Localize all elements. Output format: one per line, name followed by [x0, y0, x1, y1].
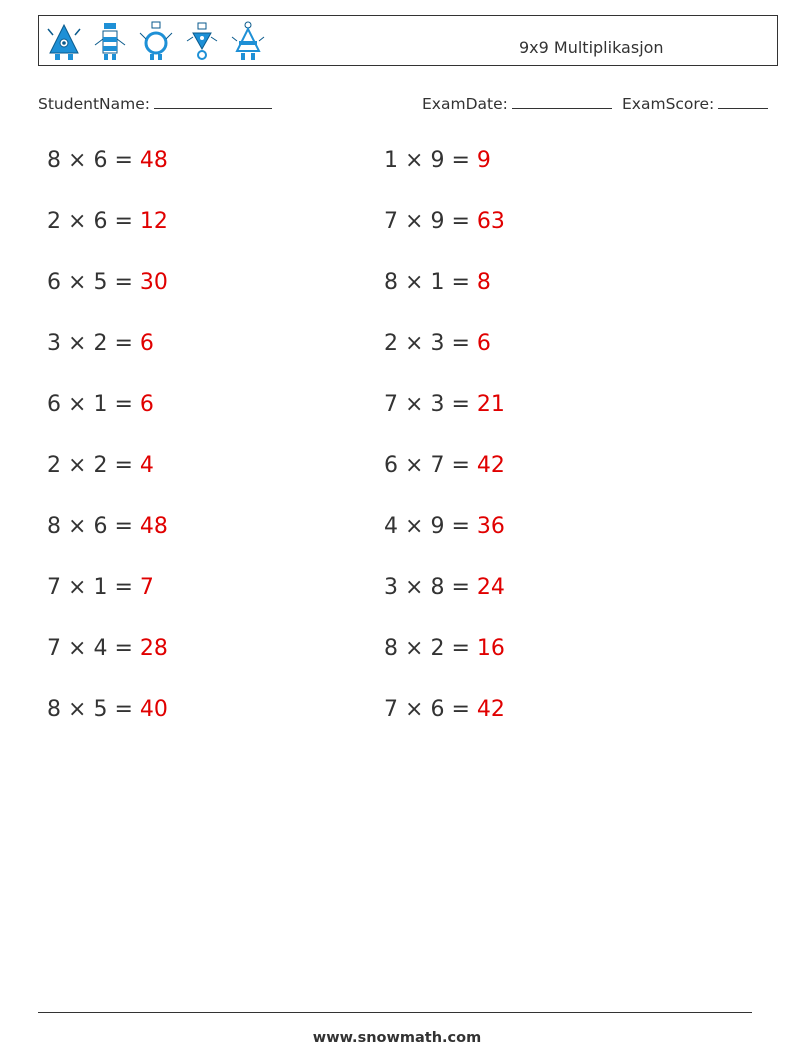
operand-a: 3: [47, 331, 61, 356]
operand-b: 5: [93, 270, 108, 295]
times-symbol: ×: [68, 148, 87, 173]
problem-right-4: [384, 331, 491, 356]
times-symbol: ×: [405, 148, 424, 173]
operand-b: 7: [430, 453, 445, 478]
robot-cone-icon: [229, 19, 267, 63]
times-symbol: ×: [405, 209, 424, 234]
problem-right-9: [384, 636, 505, 661]
problem-left-10: [47, 697, 168, 722]
times-symbol: ×: [405, 697, 424, 722]
student-name-field: [38, 94, 272, 113]
equals-symbol: =: [451, 575, 470, 600]
answer: 40: [139, 697, 168, 722]
answer: 24: [476, 575, 505, 600]
robot-circle-icon: [137, 19, 175, 63]
worksheet-title: 9x9 Multiplikasjon: [519, 38, 664, 57]
times-symbol: ×: [68, 636, 87, 661]
equals-symbol: =: [451, 392, 470, 417]
problem-left-7: [47, 514, 168, 539]
operand-b: 6: [93, 148, 108, 173]
problem-left-2: [47, 209, 168, 234]
times-symbol: ×: [68, 270, 87, 295]
problem-right-5: [384, 392, 505, 417]
problem-right-7: [384, 514, 505, 539]
robot-icons: [45, 19, 267, 63]
equals-symbol: =: [451, 636, 470, 661]
answer: 63: [476, 209, 505, 234]
operand-b: 3: [430, 331, 445, 356]
times-symbol: ×: [68, 514, 87, 539]
equals-symbol: =: [451, 209, 470, 234]
operand-a: 7: [47, 575, 61, 600]
operand-b: 3: [430, 392, 445, 417]
operand-b: 6: [93, 209, 108, 234]
operand-b: 6: [430, 697, 445, 722]
equals-symbol: =: [451, 453, 470, 478]
times-symbol: ×: [405, 636, 424, 661]
operand-a: 7: [384, 697, 398, 722]
answer: 7: [139, 575, 154, 600]
operand-a: 8: [47, 148, 61, 173]
times-symbol: ×: [68, 331, 87, 356]
robot-triangle-icon: [45, 19, 83, 63]
equals-symbol: =: [114, 453, 133, 478]
equals-symbol: =: [451, 270, 470, 295]
problem-right-6: [384, 453, 505, 478]
equals-symbol: =: [114, 514, 133, 539]
operand-b: 2: [93, 453, 108, 478]
answer: 36: [476, 514, 505, 539]
operand-b: 1: [93, 575, 108, 600]
operand-b: 5: [93, 697, 108, 722]
operand-b: 2: [93, 331, 108, 356]
equals-symbol: =: [114, 270, 133, 295]
operand-b: 2: [430, 636, 445, 661]
operand-a: 7: [384, 392, 398, 417]
equals-symbol: =: [114, 575, 133, 600]
problem-right-10: [384, 697, 505, 722]
answer: 6: [476, 331, 491, 356]
operand-b: 9: [430, 514, 445, 539]
exam-date-blank[interactable]: [512, 94, 612, 109]
answer: 8: [476, 270, 491, 295]
times-symbol: ×: [68, 392, 87, 417]
operand-a: 7: [47, 636, 61, 661]
answer: 4: [139, 453, 154, 478]
times-symbol: ×: [405, 514, 424, 539]
problem-right-2: [384, 209, 505, 234]
operand-a: 8: [47, 697, 61, 722]
equals-symbol: =: [451, 331, 470, 356]
operand-b: 1: [93, 392, 108, 417]
answer: 6: [139, 331, 154, 356]
times-symbol: ×: [68, 453, 87, 478]
times-symbol: ×: [68, 697, 87, 722]
operand-b: 8: [430, 575, 445, 600]
answer: 48: [139, 148, 168, 173]
student-name-label: StudentName:: [38, 95, 150, 113]
answer: 42: [476, 697, 505, 722]
footer-url: www.snowmath.com: [312, 1030, 482, 1046]
operand-a: 3: [384, 575, 398, 600]
operand-a: 7: [384, 209, 398, 234]
operand-b: 4: [93, 636, 108, 661]
problem-left-6: [47, 453, 154, 478]
student-name-blank[interactable]: [154, 94, 272, 109]
operand-b: 1: [430, 270, 445, 295]
problem-right-8: [384, 575, 505, 600]
exam-date-field: [422, 94, 612, 113]
equals-symbol: =: [114, 392, 133, 417]
robot-diamond-icon: [183, 19, 221, 63]
robot-cylinder-icon: [91, 19, 129, 63]
answer: 30: [139, 270, 168, 295]
answer: 48: [139, 514, 168, 539]
equals-symbol: =: [114, 148, 133, 173]
times-symbol: ×: [405, 331, 424, 356]
equals-symbol: =: [114, 636, 133, 661]
equals-symbol: =: [451, 697, 470, 722]
answer: 16: [476, 636, 505, 661]
problem-left-4: [47, 331, 154, 356]
operand-a: 4: [384, 514, 398, 539]
exam-score-field: [622, 94, 768, 113]
equals-symbol: =: [451, 148, 470, 173]
times-symbol: ×: [68, 575, 87, 600]
exam-score-blank[interactable]: [718, 94, 768, 109]
problem-left-5: [47, 392, 154, 417]
answer: 42: [476, 453, 505, 478]
answer: 12: [139, 209, 168, 234]
operand-a: 8: [384, 636, 398, 661]
times-symbol: ×: [68, 209, 87, 234]
equals-symbol: =: [114, 331, 133, 356]
operand-a: 2: [47, 209, 61, 234]
times-symbol: ×: [405, 270, 424, 295]
operand-a: 8: [384, 270, 398, 295]
footer-divider: [38, 1012, 752, 1013]
operand-b: 9: [430, 148, 445, 173]
exam-date-label: ExamDate:: [422, 95, 508, 113]
problem-left-9: [47, 636, 168, 661]
operand-a: 2: [47, 453, 61, 478]
problem-right-3: [384, 270, 491, 295]
header-box: [38, 15, 778, 66]
operand-a: 2: [384, 331, 398, 356]
equals-symbol: =: [451, 514, 470, 539]
answer: 21: [476, 392, 505, 417]
answer: 6: [139, 392, 154, 417]
times-symbol: ×: [405, 575, 424, 600]
times-symbol: ×: [405, 453, 424, 478]
exam-score-label: ExamScore:: [622, 95, 715, 113]
times-symbol: ×: [405, 392, 424, 417]
problem-left-1: [47, 148, 168, 173]
answer: 9: [476, 148, 491, 173]
operand-b: 9: [430, 209, 445, 234]
problem-right-1: [384, 148, 491, 173]
operand-a: 6: [384, 453, 398, 478]
equals-symbol: =: [114, 209, 133, 234]
operand-a: 6: [47, 270, 61, 295]
equals-symbol: =: [114, 697, 133, 722]
problem-left-8: [47, 575, 154, 600]
operand-a: 8: [47, 514, 61, 539]
problem-left-3: [47, 270, 168, 295]
operand-a: 6: [47, 392, 61, 417]
answer: 28: [139, 636, 168, 661]
operand-b: 6: [93, 514, 108, 539]
operand-a: 1: [384, 148, 398, 173]
